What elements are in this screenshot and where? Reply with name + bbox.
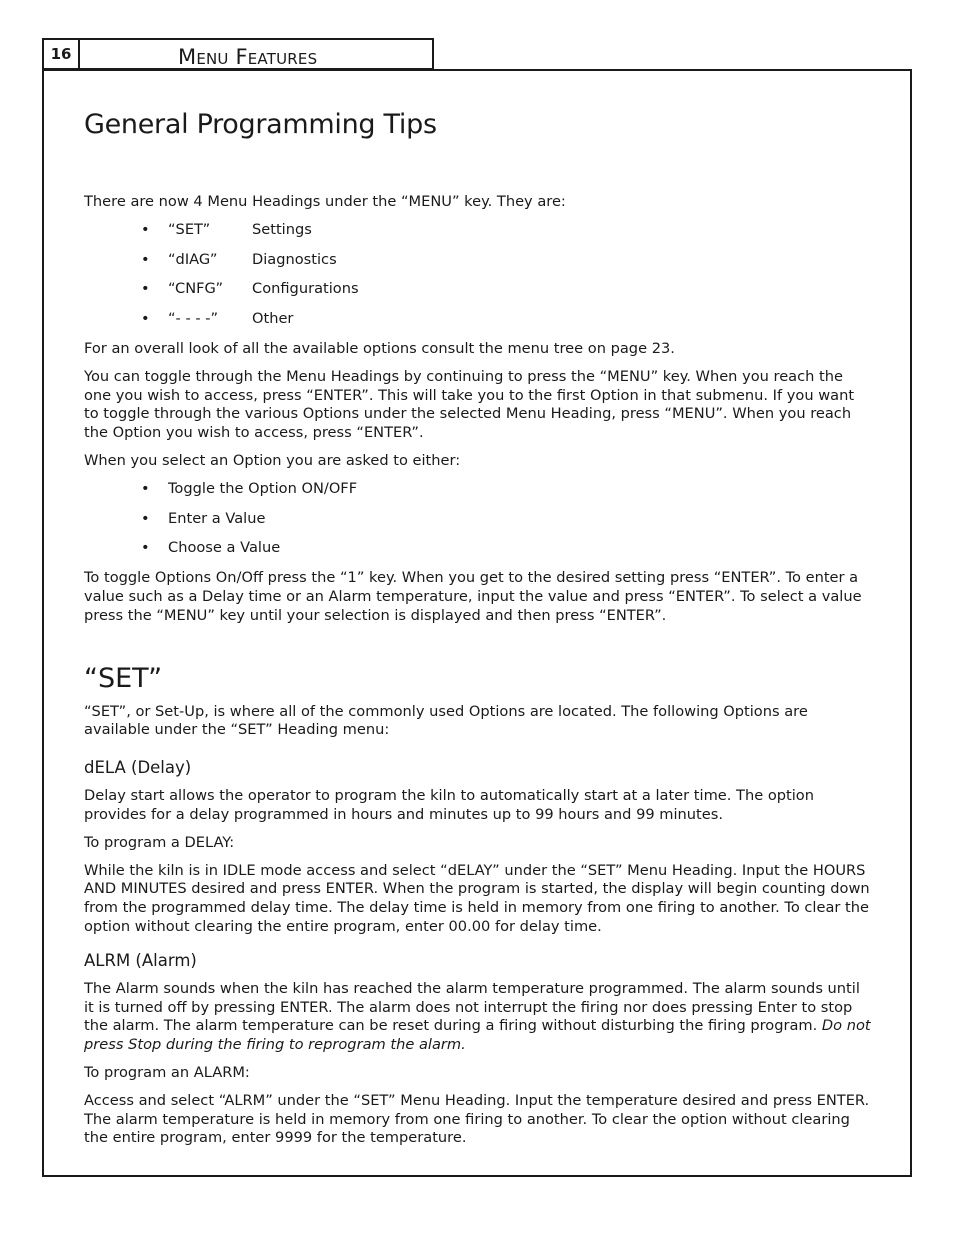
section-title: Menu Features (178, 45, 318, 69)
menu-headings-list (84, 221, 872, 329)
page-number: 16 (44, 40, 80, 68)
heading-code: “- - - -” (168, 310, 219, 328)
header-tab (42, 38, 434, 70)
dela-title: dELA (Delay) (84, 758, 192, 778)
list-item: • Choose a Value (84, 539, 872, 558)
set-intro: “SET”, or Set-Up, is where all of the commonly used Options are located. The following Options are available under the “SET” Heading menu: (84, 702, 808, 739)
tips-title: General Programming Tips (84, 109, 437, 140)
page-content (84, 108, 872, 1157)
paragraph: While the kiln is in IDLE mode access and select “dELAY” under the “SET” Menu Heading. Input the HOURS AND MINUTES desired and press ENTER. When the program is started, the display will begin counting down from the programmed delay time. The delay time is held in memory from one firing to another. To clear the option without clearing the entire program, enter 00.00 for delay time. (84, 861, 870, 935)
heading-code: “dIAG” (168, 250, 218, 268)
list-item (84, 251, 872, 270)
list-item: • Toggle the Option ON/OFF (84, 480, 872, 499)
list-item (84, 280, 872, 299)
heading-label: Diagnostics (252, 250, 337, 268)
list-item (84, 221, 872, 240)
paragraph (84, 980, 872, 1055)
paragraph: To toggle Options On/Off press the “1” key. When you get to the desired setting press “ENTER”. To enter a value such as a Delay time or an Alarm temperature, input the value and press “ENTER”. To select a value press the “MENU” key until your selection is displayed and then press “ENTER”. (84, 569, 862, 624)
paragraph: Delay start allows the operator to program the kiln to automatically start at a later time. The option provides for a delay programmed in hours and minutes up to 99 hours and 99 minutes. (84, 787, 814, 823)
heading-code: “SET” (168, 220, 211, 238)
heading-label: Configurations (252, 280, 359, 298)
list-item (84, 310, 872, 329)
alrm-title: ALRM (Alarm) (84, 950, 197, 970)
paragraph: Access and select “ALRM” under the “SET” Menu Heading. Input the temperature desired and press ENTER. The alarm temperature is held in memory from one firing to another. To clear the option without clearing the entire program, enter 9999 for the temperature. (84, 1091, 870, 1147)
paragraph: You can toggle through the Menu Headings by continuing to press the “MENU” key. When you reach the one you wish to access, press “ENTER”. This will take you to the first Option in that submenu. If you want to toggle through the various Options under the selected Menu Heading, press “MENU”. When you reach the Option you wish to access, press “ENTER”. (84, 367, 855, 442)
heading-code: “CNFG” (168, 280, 224, 298)
tips-intro: There are now 4 Menu Headings under the “MENU” key. They are: (84, 193, 566, 210)
paragraph: For an overall look of all the available options consult the menu tree on page 23. (84, 339, 675, 357)
heading-label: Settings (252, 220, 312, 238)
alarm-text: The Alarm sounds when the kiln has reached the alarm temperature programmed. The alarm sounds until it is turned off by pressing ENTER. The alarm does not interrupt the firing nor does pressing Enter to stop the alarm. The alarm temperature can be reset during a firing without disturbing the firing program. (84, 979, 860, 1035)
heading-label: Other (252, 310, 294, 328)
list-item: • Enter a Value (84, 510, 872, 529)
alarm-warning: Do not press Stop during the firing to reprogram the alarm. (84, 1017, 871, 1054)
paragraph: To program an ALARM: (84, 1063, 250, 1081)
set-title: “SET” (84, 662, 163, 694)
option-choices-list (84, 480, 872, 558)
paragraph: When you select an Option you are asked to either: (84, 451, 461, 469)
paragraph: To program a DELAY: (84, 833, 235, 851)
